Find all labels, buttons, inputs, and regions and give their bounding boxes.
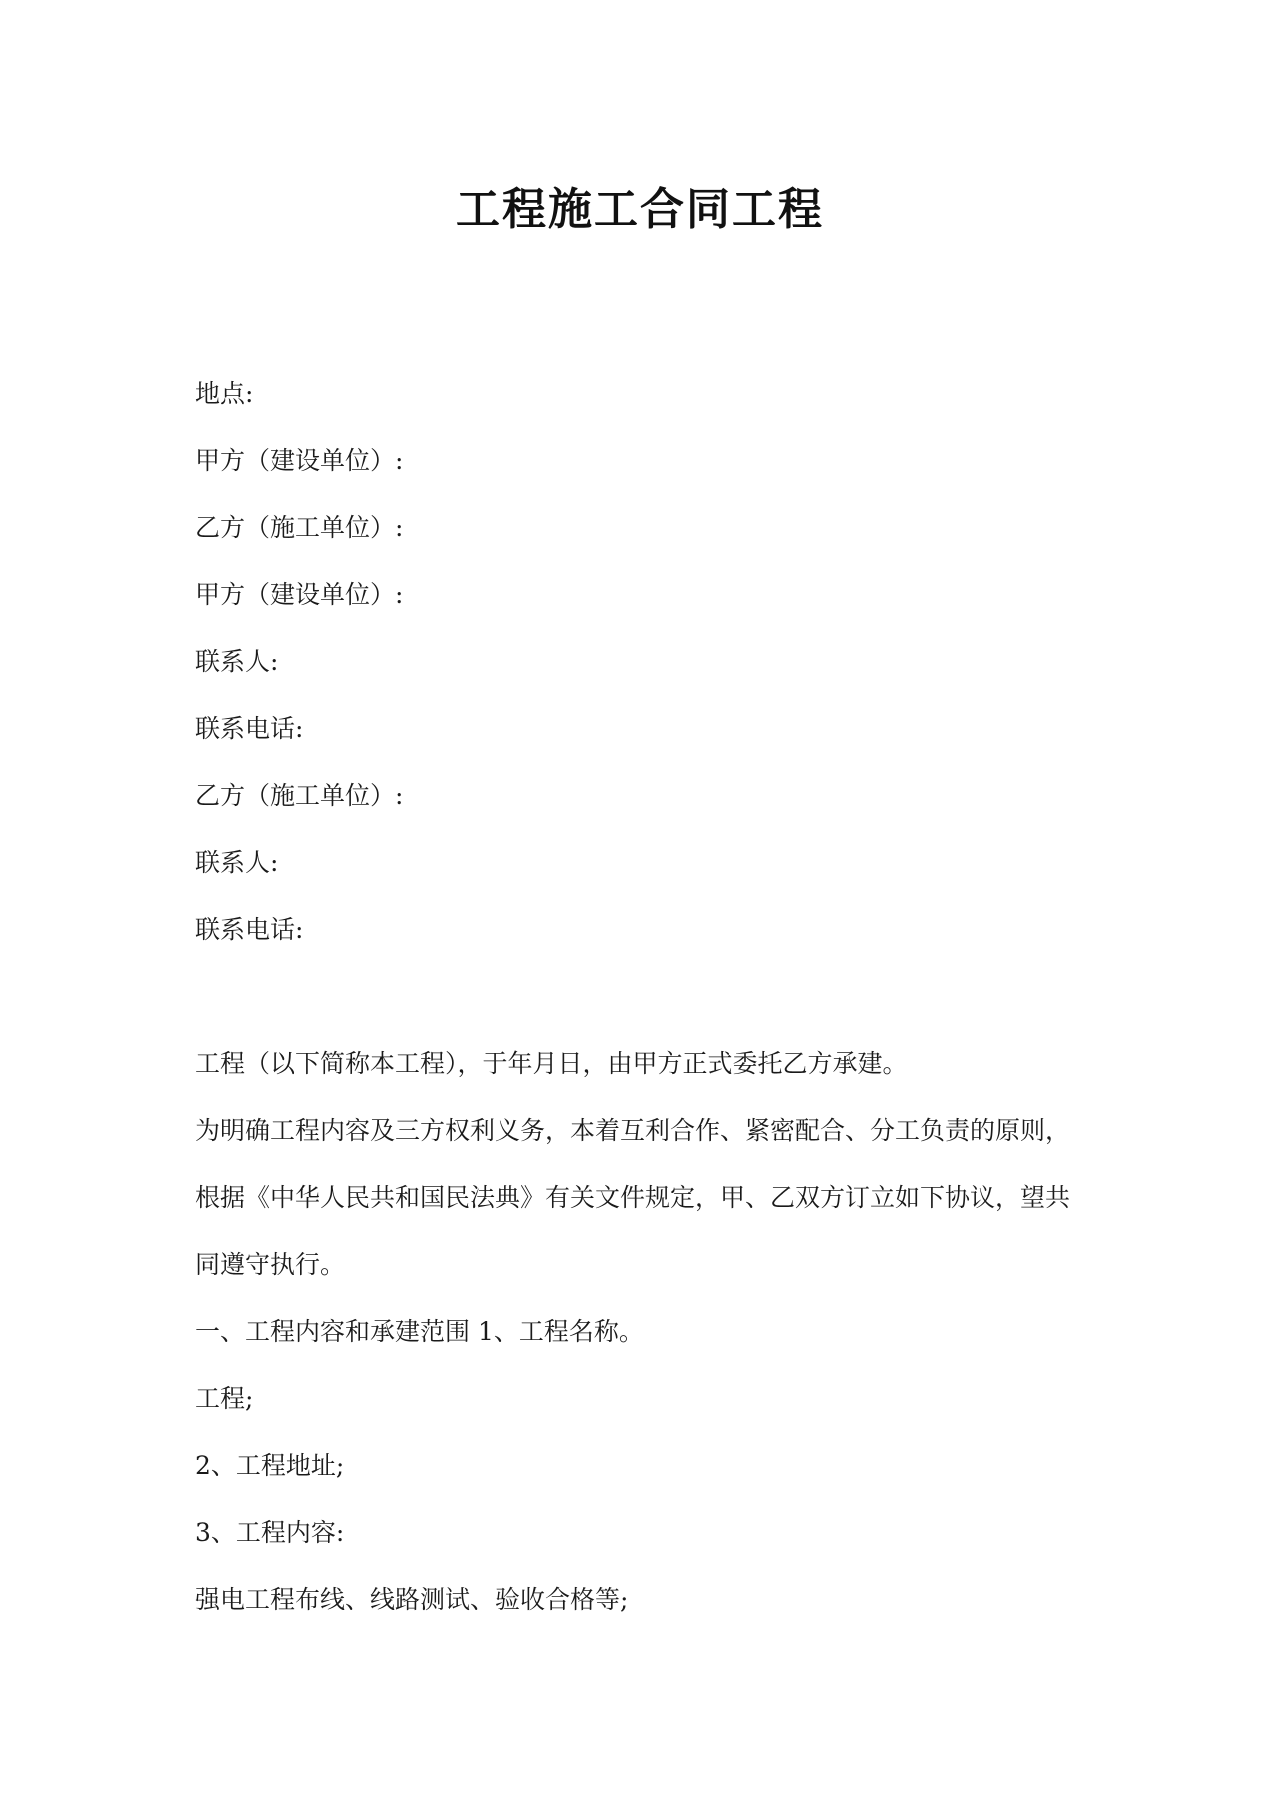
field-party-a-phone: 联系电话: <box>195 714 304 743</box>
field-party-b-phone: 联系电话: <box>195 915 304 944</box>
list-item-project-address: 2、工程地址; <box>195 1451 345 1480</box>
field-party-a-repeat: 甲方（建设单位）: <box>195 580 404 609</box>
body-paragraph-line: 工程; <box>195 1384 254 1413</box>
body-paragraph-line: 同遵守执行。 <box>195 1250 346 1279</box>
body-paragraph-line: 工程（以下简称本工程），于年月日，由甲方正式委托乙方承建。 <box>195 1049 908 1078</box>
document-title: 工程施工合同工程 <box>456 184 824 235</box>
field-party-b: 乙方（施工单位）: <box>195 513 404 542</box>
section-heading-1: 一、工程内容和承建范围 1、工程名称。 <box>195 1317 644 1346</box>
field-party-b-repeat: 乙方（施工单位）: <box>195 781 404 810</box>
body-paragraph-line: 强电工程布线、线路测试、验收合格等; <box>195 1585 629 1614</box>
body-paragraph-line: 为明确工程内容及三方权利义务，本着互利合作、紧密配合、分工负责的原则， <box>195 1116 1071 1145</box>
field-party-b-contact: 联系人: <box>195 848 279 877</box>
field-party-a: 甲方（建设单位）: <box>195 446 404 475</box>
body-paragraph-line: 根据《中华人民共和国民法典》有关文件规定，甲、乙双方订立如下协议，望共 <box>195 1183 1071 1212</box>
field-party-a-contact: 联系人: <box>195 647 279 676</box>
field-location: 地点: <box>195 379 254 408</box>
list-item-project-content: 3、工程内容: <box>195 1518 345 1547</box>
